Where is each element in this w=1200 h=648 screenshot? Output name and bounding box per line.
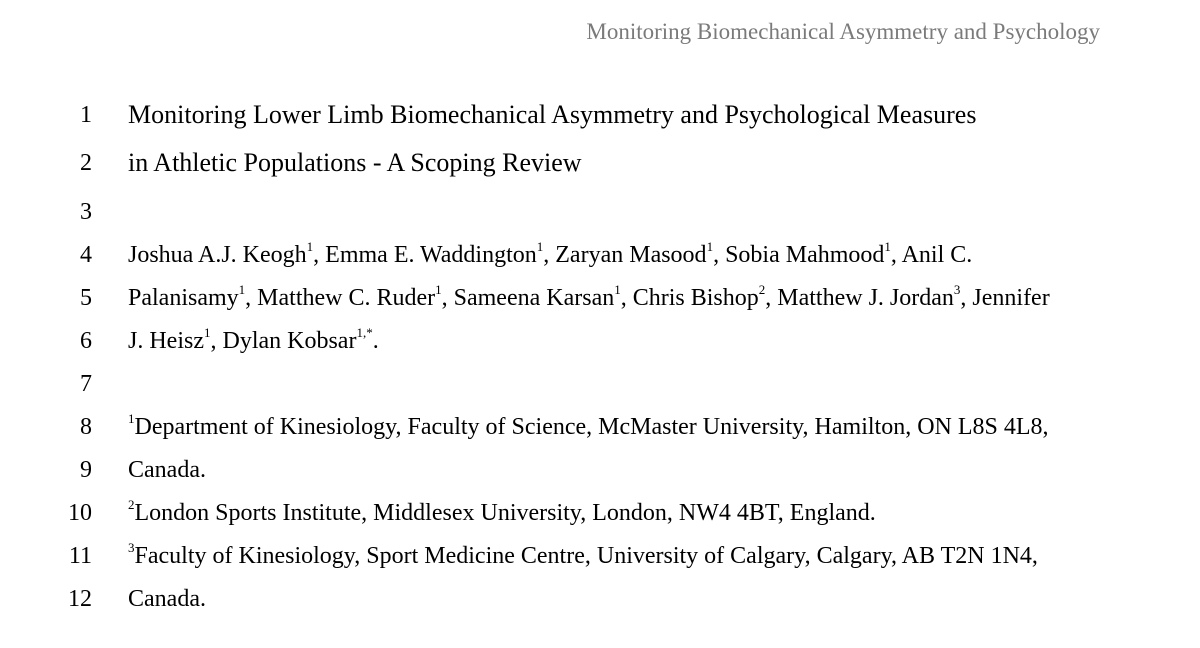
author-name: J. Heisz: [128, 328, 204, 354]
manuscript-line: [0, 498, 1200, 542]
author-line: [128, 326, 379, 356]
line-number: 3: [80, 199, 92, 225]
manuscript-line: [0, 197, 1200, 241]
line-number: 8: [80, 414, 92, 440]
affiliation-marker: 1: [706, 239, 714, 254]
affiliation-line: [128, 412, 1049, 442]
title-line: in Athletic Populations - A Scoping Review: [128, 148, 582, 177]
author-name: , Matthew C. Ruder: [245, 285, 436, 311]
manuscript-line: [0, 541, 1200, 585]
affiliation-marker: 1: [536, 239, 544, 254]
line-number: 1: [80, 102, 92, 128]
line-number: 5: [80, 285, 92, 311]
author-name: .: [372, 328, 379, 354]
affiliation-text: Faculty of Kinesiology, Sport Medicine Centre, University of Calgary, Calgary, AB T2N 1N4,: [134, 543, 1038, 569]
affiliation-marker: 1: [238, 282, 246, 297]
affiliation-marker: 1: [306, 239, 314, 254]
author-name: , Emma E. Waddington: [313, 242, 537, 268]
author-line: [128, 283, 1050, 313]
author-name: , Matthew J. Jordan: [765, 285, 954, 311]
affiliation-marker: 2: [758, 282, 766, 297]
affiliation-marker: 1: [203, 325, 211, 340]
manuscript-line: [0, 455, 1200, 499]
author-name: , Anil C.: [890, 242, 973, 268]
manuscript-line: [0, 283, 1200, 327]
manuscript-line: [0, 240, 1200, 284]
affiliation-marker: 1: [614, 282, 621, 297]
affiliation-marker: 2: [128, 497, 135, 512]
line-number: 11: [68, 543, 92, 569]
affiliation-line: [128, 541, 1038, 571]
author-name: , Jennifer: [960, 285, 1050, 311]
affiliation-text: Department of Kinesiology, Faculty of Science, McMaster University, Hamilton, ON L8S 4L8,: [134, 414, 1049, 440]
line-number: 4: [80, 242, 92, 268]
author-line: [128, 240, 972, 270]
line-number: 7: [80, 371, 92, 397]
author-name: , Chris Bishop: [620, 285, 759, 311]
author-name: , Dylan Kobsar: [210, 328, 357, 354]
affiliation-text: Canada.: [128, 457, 206, 483]
affiliation-marker: 1: [884, 239, 891, 254]
affiliation-text: Canada.: [128, 586, 206, 612]
manuscript-line: [0, 148, 1200, 192]
affiliation-marker: 3: [953, 282, 961, 297]
affiliation-marker: 1,*: [356, 325, 373, 340]
title-line: Monitoring Lower Limb Biomechanical Asymmetry and Psychological Measures: [128, 100, 977, 129]
line-number: 10: [68, 500, 92, 526]
line-number: 2: [80, 150, 92, 176]
affiliation-marker: 1: [435, 282, 442, 297]
manuscript-line: [0, 326, 1200, 370]
manuscript-line: [0, 584, 1200, 628]
running-header: Monitoring Biomechanical Asymmetry and Psychology: [586, 19, 1100, 44]
affiliation-line: [128, 498, 876, 528]
affiliation-text: London Sports Institute, Middlesex University, London, NW4 4BT, England.: [134, 500, 876, 526]
line-number: 9: [80, 457, 92, 483]
author-name: Palanisamy: [128, 285, 239, 311]
manuscript-line: [0, 412, 1200, 456]
affiliation-marker: 3: [128, 540, 135, 555]
author-name: , Sobia Mahmood: [713, 242, 885, 268]
line-number: 12: [68, 586, 92, 612]
author-name: , Zaryan Masood: [543, 242, 707, 268]
manuscript-line: [0, 100, 1200, 144]
manuscript-line: [0, 369, 1200, 413]
line-number: 6: [80, 328, 92, 354]
author-name: , Sameena Karsan: [441, 285, 615, 311]
affiliation-marker: 1: [128, 411, 135, 426]
author-name: Joshua A.J. Keogh: [128, 242, 307, 268]
